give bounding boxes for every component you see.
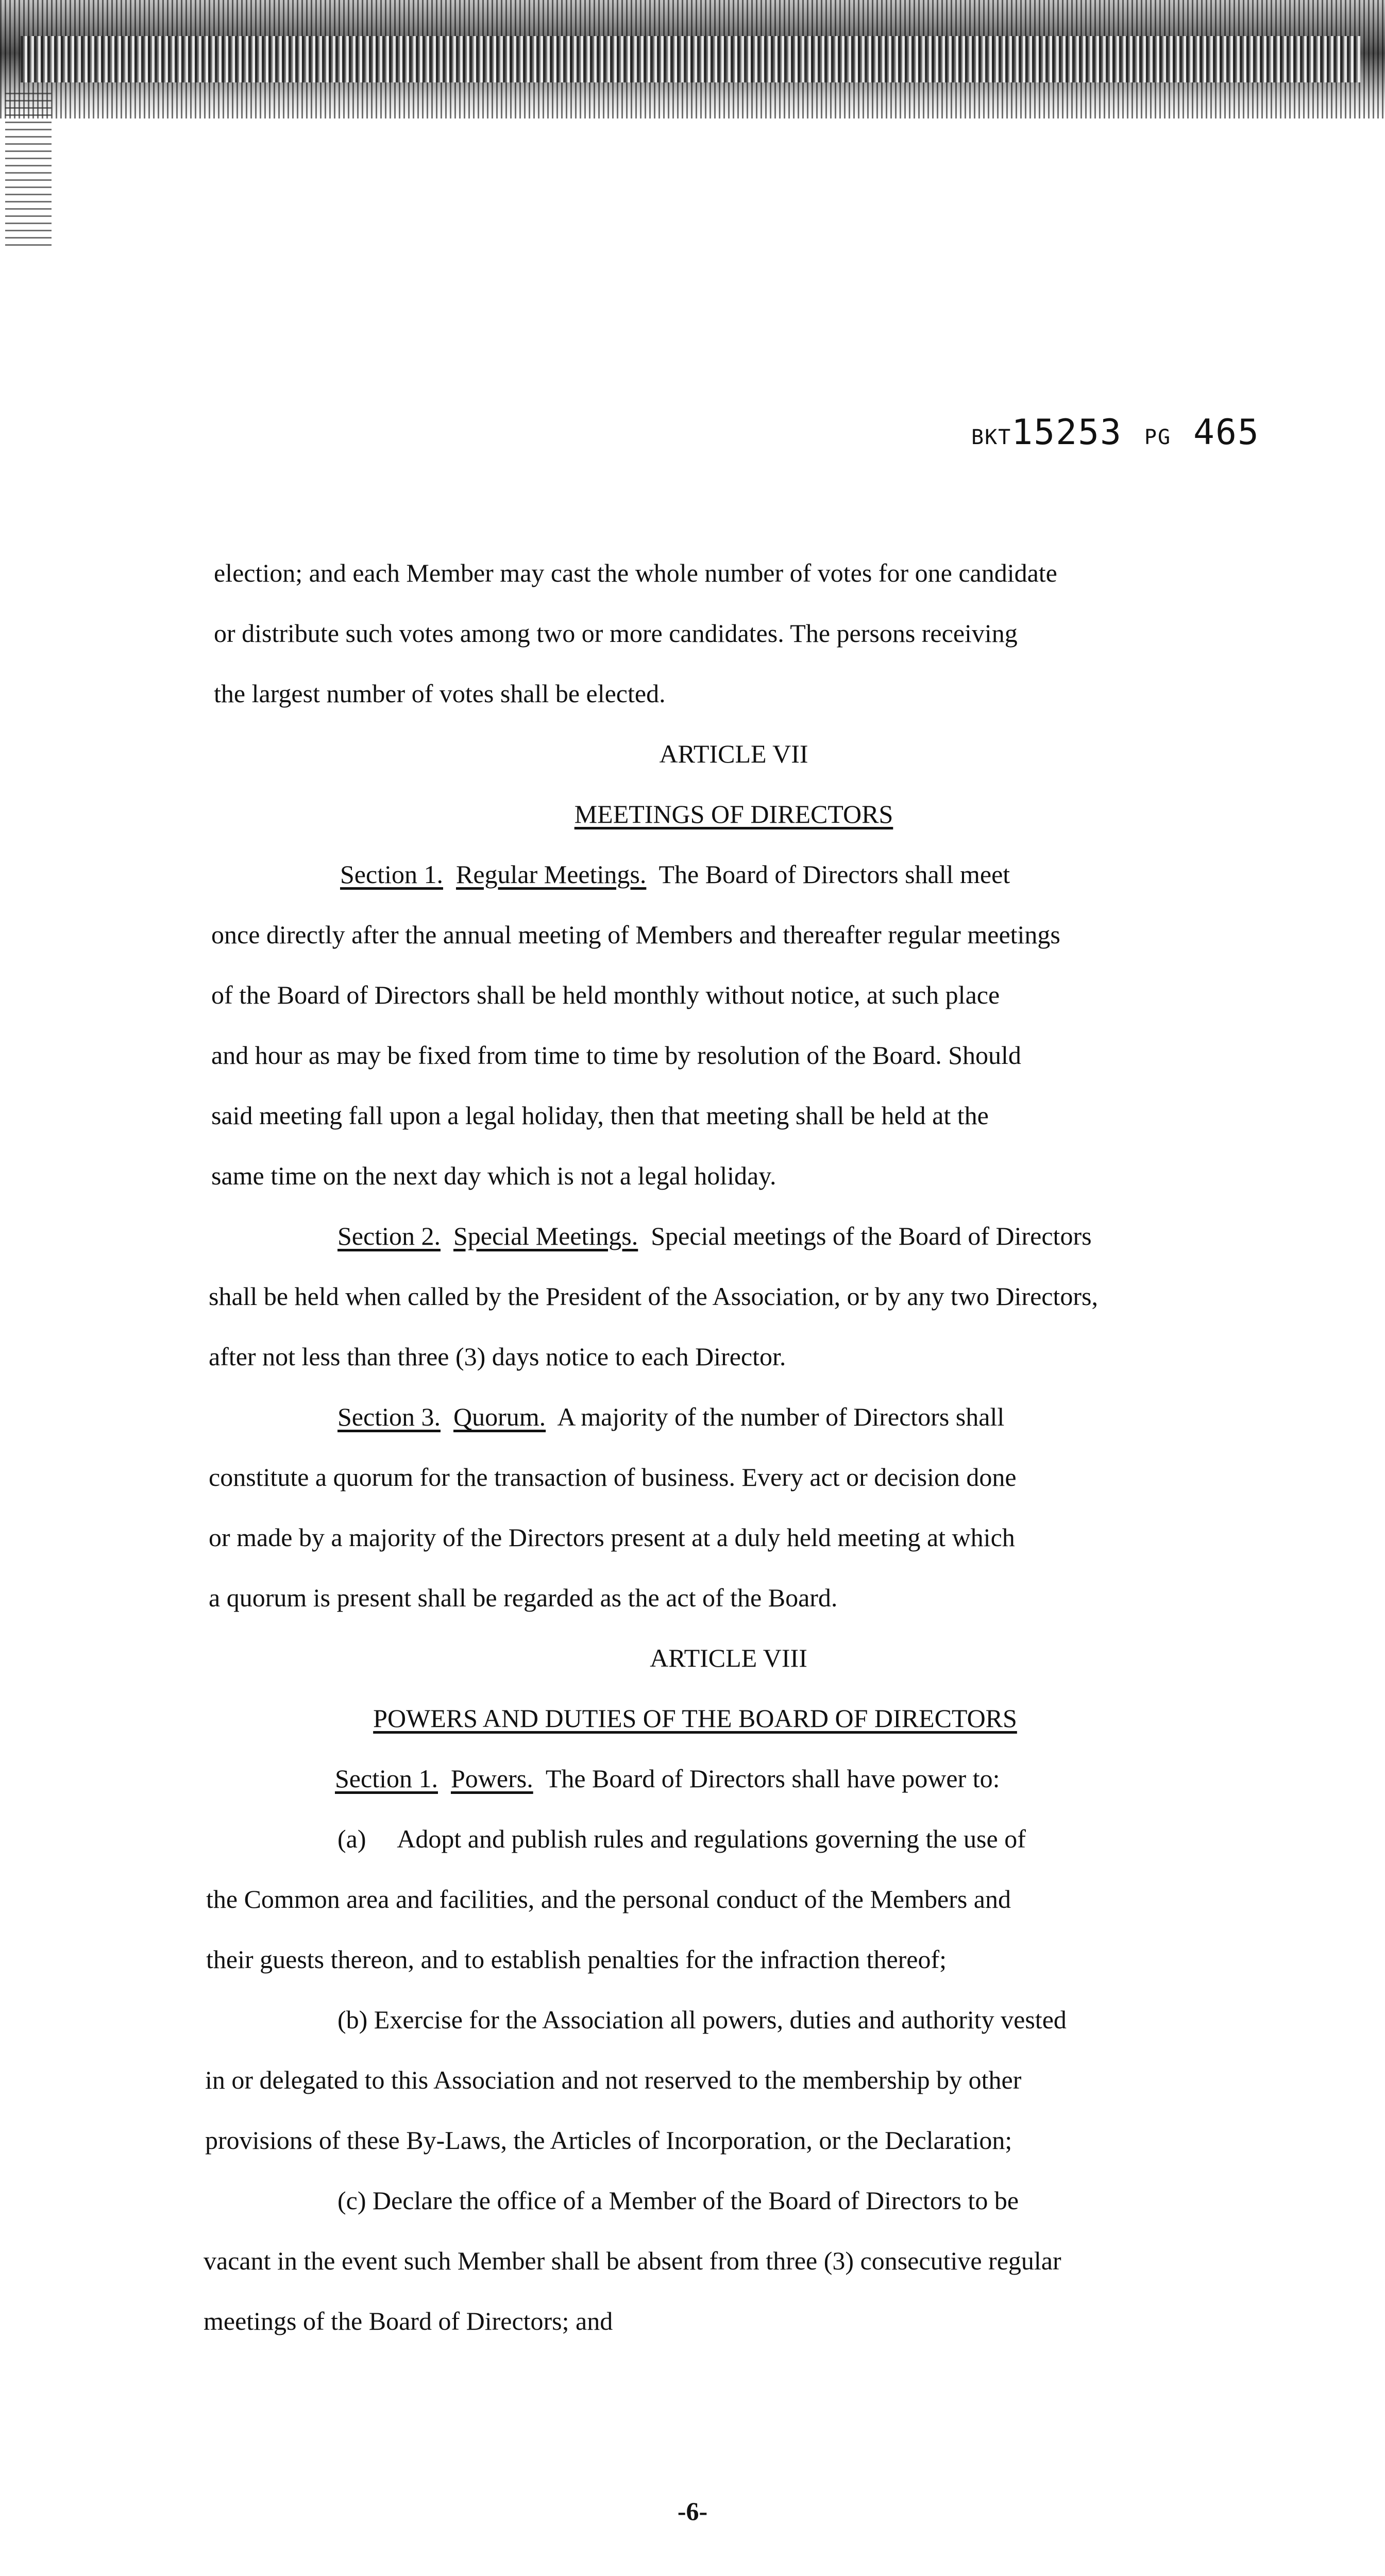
list-item-c: (c) Declare the office of a Member of the Board of Directors to be [337, 2186, 1019, 2215]
section-paragraph-start [337, 1401, 1004, 1432]
text-line: after not less than three (3) days notice to each Director. [209, 1342, 786, 1371]
page-reference: 465 [1193, 412, 1260, 453]
section-label: Section 1. [335, 1764, 438, 1793]
text-line: the Common area and facilities, and the personal conduct of the Members and [206, 1885, 1011, 1913]
list-text: Adopt and publish rules and regulations governing the use of [397, 1824, 1026, 1853]
text-line: same time on the next day which is not a legal holiday. [211, 1161, 776, 1190]
book-prefix: BKT [971, 426, 1012, 449]
section-text: The Board of Directors shall meet [658, 860, 1010, 889]
book-number: 15253 [1011, 412, 1122, 453]
scan-noise-band [21, 36, 1360, 82]
section-title: Quorum. [453, 1402, 546, 1431]
section-label: Section 3. [337, 1402, 441, 1431]
section-text: The Board of Directors shall have power to: [545, 1764, 1000, 1793]
list-item-a [337, 1823, 1026, 1854]
page-number: -6- [677, 2497, 708, 2526]
list-marker: (a) [337, 1824, 366, 1853]
text-line: provisions of these By-Laws, the Articles of Incorporation, or the Declaration; [205, 2126, 1012, 2155]
text-line: or distribute such votes among two or more candidates. The persons receiving [214, 619, 1018, 648]
article-title: POWERS AND DUTIES OF THE BOARD OF DIRECTORS [373, 1704, 1017, 1733]
text-line: said meeting fall upon a legal holiday, then that meeting shall be held at the [211, 1101, 989, 1130]
recording-stamp [971, 412, 1260, 453]
text-line: in or delegated to this Association and not reserved to the membership by other [205, 2065, 1022, 2094]
section-text: Special meetings of the Board of Directors [651, 1222, 1092, 1250]
text-line: the largest number of votes shall be elected. [214, 679, 666, 708]
text-line: of the Board of Directors shall be held monthly without notice, at such place [211, 980, 1000, 1009]
text-line: or made by a majority of the Directors present at a duly held meeting at which [209, 1523, 1015, 1552]
page-prefix: PG [1144, 426, 1172, 449]
section-paragraph-start [337, 1221, 1092, 1251]
section-title: Special Meetings. [453, 1222, 638, 1250]
text-line: vacant in the event such Member shall be absent from three (3) consecutive regular [204, 2246, 1061, 2275]
text-line: shall be held when called by the President of the Association, or by any two Directors, [209, 1282, 1098, 1311]
section-label: Section 1. [340, 860, 443, 889]
text-line: once directly after the annual meeting of Members and thereafter regular meetings [211, 920, 1060, 949]
section-title: Powers. [450, 1764, 533, 1793]
article-title: MEETINGS OF DIRECTORS [574, 800, 893, 828]
text-line: their guests thereon, and to establish penalties for the infraction thereof; [206, 1945, 947, 1974]
text-line: a quorum is present shall be regarded as the act of the Board. [209, 1583, 838, 1612]
text-line: meetings of the Board of Directors; and [204, 2307, 613, 2335]
text-line: constitute a quorum for the transaction of business. Every act or decision done [209, 1463, 1017, 1492]
list-item-b: (b) Exercise for the Association all powers, duties and authority vested [337, 2005, 1067, 2034]
scan-edge-marks [5, 93, 52, 247]
section-paragraph-start [340, 859, 1010, 890]
section-label: Section 2. [337, 1222, 441, 1250]
text-line: election; and each Member may cast the whole number of votes for one candidate [214, 558, 1057, 587]
section-title: Regular Meetings. [455, 860, 647, 889]
text-line: and hour as may be fixed from time to time by resolution of the Board. Should [211, 1041, 1021, 1070]
section-text: A majority of the number of Directors shall [557, 1402, 1005, 1431]
article-heading: ARTICLE VII [659, 739, 808, 768]
section-paragraph-start [335, 1763, 1000, 1794]
article-heading: ARTICLE VIII [650, 1643, 807, 1672]
